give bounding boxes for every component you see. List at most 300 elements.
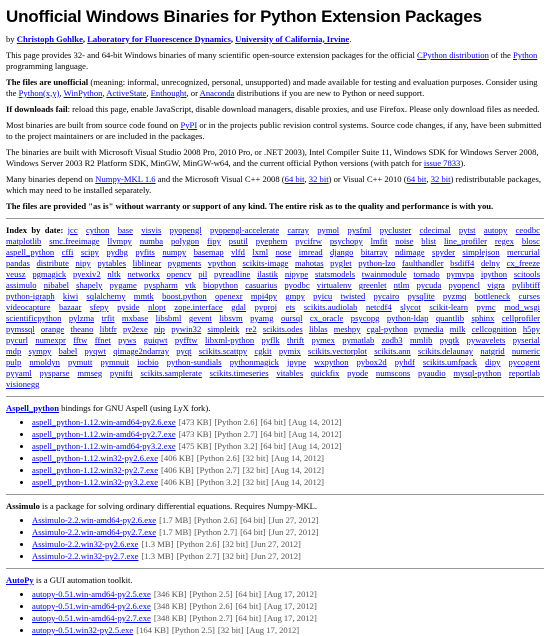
index-link-nibabel[interactable]: nibabel: [43, 279, 70, 290]
download-link[interactable]: Assimulo-2.2.win-amd64-py2.6.exe: [32, 514, 157, 525]
index-link-casuarius[interactable]: casuarius: [245, 279, 278, 290]
index-link-scikits-timeseries[interactable]: scikits.timeseries: [209, 367, 269, 378]
release-date: [Aug 17, 2012]: [264, 600, 317, 611]
index-link-lxml[interactable]: lxml: [252, 246, 269, 257]
org-link[interactable]: Laboratory for Fluorescence Dynamics: [87, 33, 231, 44]
index-link-cdecimal[interactable]: cdecimal: [419, 224, 451, 235]
release-date: [Aug 14, 2012]: [271, 464, 325, 475]
download-link[interactable]: autopy-0.51.win-amd64-py2.6.exe: [32, 600, 151, 611]
download-link[interactable]: Assimulo-2.2.win32-py2.7.exe: [32, 550, 139, 561]
package-name-link[interactable]: AutoPy: [6, 574, 34, 585]
index-link-pygame[interactable]: pygame: [109, 279, 137, 290]
index-link-scikits-audiolab[interactable]: scikits.audiolab: [303, 301, 358, 312]
index-link-cellprofiler[interactable]: cellprofiler: [501, 312, 541, 323]
index-link-pyfits[interactable]: pyfits: [135, 246, 155, 257]
index-link-twisted[interactable]: twisted: [340, 290, 366, 301]
file-meta: [138, 539, 300, 549]
index-link-cffi[interactable]: cffi: [61, 246, 74, 257]
index-link-scikits-scattpy[interactable]: scikits.scattpy: [198, 345, 248, 356]
index-link-boost-python[interactable]: boost.python: [162, 290, 207, 301]
index-link-psycopg[interactable]: psycopg: [350, 312, 380, 323]
file-size: [1.3 MB]: [141, 538, 174, 549]
index-link-pip[interactable]: pip: [154, 323, 165, 334]
index-link-spyder[interactable]: spyder: [432, 246, 455, 257]
index-link-libsvm[interactable]: libsvm: [219, 312, 243, 323]
index-link-pymol[interactable]: pymol: [317, 224, 340, 235]
file-size: [1.7 MB]: [159, 526, 192, 537]
index-link-scientificpython[interactable]: scientificpython: [6, 312, 62, 323]
download-link[interactable]: aspell_python-1.12.win32-py2.7.exe: [32, 464, 159, 475]
index-link-shapely[interactable]: shapely: [76, 279, 103, 290]
index-link-pyephem[interactable]: pyephem: [255, 235, 288, 246]
index-link-babel[interactable]: babel: [58, 345, 78, 356]
unofficial-paragraph: The files are unofficial (meaning: informal, unrecognized, personal, unsupported) and made available for testing and evaluation purposes. Consider using the Python(x,y), WinPython, ActiveState, Enthought, or Anaconda distributions if you are new to Python or need support.: [6, 76, 538, 98]
index-link-bitarray[interactable]: bitarray: [360, 246, 388, 257]
index-link-pycurl[interactable]: pycurl: [6, 334, 28, 345]
package-name-link[interactable]: Assimulo: [6, 500, 40, 511]
index-link-twainmodule[interactable]: twainmodule: [361, 268, 407, 279]
index-link-fipy[interactable]: fipy: [207, 235, 221, 246]
index-link-gmpy[interactable]: gmpy: [285, 290, 305, 301]
index-link-numba[interactable]: numba: [139, 235, 164, 246]
index-link-blist[interactable]: blist: [421, 235, 437, 246]
index-link-django[interactable]: django: [330, 246, 354, 257]
index-link-ipython[interactable]: ipython: [480, 268, 508, 279]
index-link-pycifrw[interactable]: pycifrw: [295, 235, 322, 246]
index-link-nmoldyn[interactable]: nmoldyn: [29, 356, 60, 367]
index-link-oursql[interactable]: oursql: [280, 312, 303, 323]
list-item: [32, 441, 544, 452]
index-link-scikits-odes[interactable]: scikits.odes: [262, 323, 303, 334]
index-link-gevent[interactable]: gevent: [188, 312, 212, 323]
index-link-python-igraph[interactable]: python-igraph: [6, 290, 55, 301]
list-item: [32, 551, 544, 562]
index-link-bazaar[interactable]: bazaar: [58, 301, 82, 312]
index-link-llvmpy[interactable]: llvmpy: [107, 235, 132, 246]
index-link-theano[interactable]: theano: [70, 323, 94, 334]
index-link-opencv[interactable]: opencv: [166, 268, 192, 279]
vc2008-32-link[interactable]: 32 bit: [308, 173, 329, 184]
index-link-re2[interactable]: re2: [245, 323, 257, 334]
index-link-visionegg[interactable]: visionegg: [6, 378, 40, 389]
index-link-regex[interactable]: regex: [494, 235, 514, 246]
index-link-pydbg[interactable]: pydbg: [106, 246, 128, 257]
file-meta: [151, 589, 317, 599]
index-link-nipy[interactable]: nipy: [75, 257, 91, 268]
index-link-basemap[interactable]: basemap: [193, 246, 224, 257]
index-link-pyserial[interactable]: pyserial: [512, 334, 540, 345]
index-link-fftw[interactable]: fftw: [73, 334, 88, 345]
index-link-mpi4py[interactable]: mpi4py: [250, 290, 278, 301]
bitness: [64 bit]: [235, 600, 262, 611]
pypi-link[interactable]: PyPI: [180, 119, 198, 130]
index-link-scikit-learn[interactable]: scikit-learn: [429, 301, 468, 312]
index-link-pycogent[interactable]: pycogent: [508, 356, 541, 367]
file-size: [473 KB]: [178, 416, 212, 427]
index-link-faulthandler[interactable]: faulthandler: [402, 257, 444, 268]
index-link-scipy[interactable]: scipy: [80, 246, 99, 257]
index-link-networkx[interactable]: networkx: [127, 268, 160, 279]
index-link-pygments[interactable]: pygments: [167, 257, 202, 268]
release-date: [Aug 17, 2012]: [246, 624, 300, 635]
file-meta: [151, 601, 317, 611]
index-link-pysparse[interactable]: pysparse: [39, 367, 70, 378]
index-link-pycairo[interactable]: pycairo: [373, 290, 400, 301]
python-version: [Python 2.6]: [194, 514, 238, 525]
index-link-libtfr[interactable]: libtfr: [99, 323, 117, 334]
index-link-delny[interactable]: delny: [480, 257, 501, 268]
index-link-openexr[interactable]: openexr: [214, 290, 243, 301]
file-size: [473 KB]: [178, 428, 212, 439]
index-link-pylibtiff[interactable]: pylibtiff: [512, 279, 541, 290]
index-link-statsmodels[interactable]: statsmodels: [314, 268, 356, 279]
index-link-scitools[interactable]: scitools: [513, 268, 541, 279]
index-link-pysfml[interactable]: pysfml: [347, 224, 372, 235]
index-link-smc-freeimage[interactable]: smc.freeimage: [49, 235, 100, 246]
index-link-pyqt[interactable]: pyqt: [176, 345, 192, 356]
index-link-vlfd[interactable]: vlfd: [231, 246, 245, 257]
index-link-pymutt[interactable]: pymutt: [68, 356, 93, 367]
file-meta: [176, 429, 342, 439]
index-link-numscons[interactable]: numscons: [375, 367, 411, 378]
index-link-pymex[interactable]: pymex: [311, 334, 335, 345]
package-heading: [6, 575, 544, 586]
list-item: [32, 417, 544, 428]
index-link-pyamg[interactable]: pyamg: [250, 312, 274, 323]
index-link-noise[interactable]: noise: [395, 235, 414, 246]
python-version: [Python 2.6]: [214, 416, 258, 427]
index-link-pgmagick[interactable]: pgmagick: [32, 268, 67, 279]
index-link-polygon[interactable]: polygon: [170, 235, 200, 246]
release-date: [Aug 14, 2012]: [288, 440, 342, 451]
index-link-sympy[interactable]: sympy: [28, 345, 52, 356]
index-link-assimulo[interactable]: assimulo: [6, 279, 37, 290]
index-link-orange[interactable]: orange: [40, 323, 65, 334]
index-link-h5py[interactable]: h5py: [522, 323, 540, 334]
index-link-sfepy[interactable]: sfepy: [89, 301, 109, 312]
package-sections: [6, 403, 544, 636]
index-link-pyspharm[interactable]: pyspharm: [143, 279, 178, 290]
univ-link[interactable]: University of California, Irvine: [235, 33, 350, 44]
index-link-pulp[interactable]: pulp: [6, 356, 22, 367]
index-link-pyopengl[interactable]: pyopengl: [169, 224, 202, 235]
download-link[interactable]: Assimulo-2.2.win32-py2.6.exe: [32, 538, 139, 549]
index-link-bottleneck[interactable]: bottleneck: [474, 290, 511, 301]
list-item: [32, 589, 544, 600]
index-link-aspell-python[interactable]: aspell_python: [6, 246, 55, 257]
activestate-link[interactable]: ActiveState: [106, 87, 147, 98]
index-link-pycuda[interactable]: pycuda: [416, 279, 442, 290]
file-size: [406 KB]: [161, 452, 194, 463]
index-link-base[interactable]: base: [117, 224, 133, 235]
python-version: [Python 2.6]: [176, 538, 220, 549]
index-link-pyyaml[interactable]: pyyaml: [6, 367, 32, 378]
index-link-pyfftw[interactable]: pyfftw: [174, 334, 198, 345]
download-link[interactable]: aspell_python-1.12.win-amd64-py2.7.exe: [32, 428, 176, 439]
index-link-iocbio[interactable]: iocbio: [137, 356, 159, 367]
index-link-psychopy[interactable]: psychopy: [329, 235, 363, 246]
index-link-pywin32[interactable]: pywin32: [171, 323, 202, 334]
index-link-curses[interactable]: curses: [518, 290, 541, 301]
index-link-nltk[interactable]: nltk: [107, 268, 121, 279]
index-link-mysql-python[interactable]: mysql-python: [453, 367, 502, 378]
file-size: [1.3 MB]: [141, 550, 174, 561]
list-item: [32, 527, 544, 538]
index-link-py2exe[interactable]: py2exe: [122, 323, 148, 334]
index-link-quantlib[interactable]: quantlib: [435, 312, 465, 323]
index-link-nipype[interactable]: nipype: [284, 268, 309, 279]
issue-link[interactable]: issue 7833: [423, 157, 461, 168]
index-link-pyproj[interactable]: pyproj: [254, 301, 278, 312]
package-description: is a GUI automation toolkit.: [33, 574, 133, 585]
index-link-quickfix[interactable]: quickfix: [310, 367, 340, 378]
index-link-cgkit[interactable]: cgkit: [254, 345, 272, 356]
index-link-vpython[interactable]: vpython: [207, 257, 236, 268]
package-name-link[interactable]: Aspell_python: [6, 402, 60, 413]
index-link-pymedia[interactable]: pymedia: [413, 323, 444, 334]
index-link-pywavelets[interactable]: pywavelets: [466, 334, 506, 345]
byline: by Christoph Gohlke, Laboratory for Fluorescence Dynamics, University of California, Irvine.: [6, 33, 352, 44]
index-link-autopy[interactable]: autopy: [483, 224, 508, 235]
index-link-pyaudio[interactable]: pyaudio: [418, 367, 446, 378]
index-link-videocapture[interactable]: videocapture: [6, 301, 51, 312]
index-link-mahotas[interactable]: mahotas: [294, 257, 324, 268]
download-link[interactable]: Assimulo-2.2.win-amd64-py2.7.exe: [32, 526, 157, 537]
index-link-milk[interactable]: milk: [449, 323, 466, 334]
index-link-ets[interactable]: ets: [285, 301, 296, 312]
index-link-python-lzo[interactable]: python-lzo: [358, 257, 396, 268]
index-link-qimage2ndarray[interactable]: qimage2ndarray: [113, 345, 170, 356]
index-link-pyside[interactable]: pyside: [117, 301, 140, 312]
bitness: [32 bit]: [222, 538, 248, 549]
index-link-pyflk[interactable]: pyflk: [261, 334, 280, 345]
file-size: [348 KB]: [153, 600, 187, 611]
index-link-pyopengl-accelerate[interactable]: pyopengl-accelerate: [209, 224, 280, 235]
download-link[interactable]: aspell_python-1.12.win32-py2.6.exe: [32, 452, 159, 463]
index-link-carray[interactable]: carray: [287, 224, 309, 235]
download-link[interactable]: autopy-0.51.win-amd64-py2.5.exe: [32, 588, 151, 599]
index-link-pymvpa[interactable]: pymvpa: [446, 268, 475, 279]
index-link-pyicu[interactable]: pyicu: [313, 290, 333, 301]
list-item: [32, 465, 544, 476]
index-link-jpype[interactable]: jpype: [286, 356, 307, 367]
index-link-mxbase[interactable]: mxbase: [121, 312, 149, 323]
index-link-biopython[interactable]: biopython: [203, 279, 239, 290]
index-link-pyqwt[interactable]: pyqwt: [84, 345, 106, 356]
index-link-nlopt[interactable]: nlopt: [148, 301, 166, 312]
index-link-mod-wsgi[interactable]: mod_wsgi: [504, 301, 540, 312]
vc2008-64-link[interactable]: 64 bit: [284, 173, 305, 184]
index-link-python-sundials[interactable]: python-sundials: [166, 356, 222, 367]
index-link-pymnuit[interactable]: pymnuit: [100, 356, 130, 367]
index-link-numpy[interactable]: numpy: [162, 246, 187, 257]
index-link-guiqwt[interactable]: guiqwt: [143, 334, 168, 345]
bitness: [32 bit]: [242, 464, 269, 475]
index-link-wxpython[interactable]: wxpython: [314, 356, 349, 367]
index-link-line-profiler[interactable]: line_profiler: [444, 235, 487, 246]
file-meta: [151, 613, 317, 623]
index-link-scikits-vectorplot[interactable]: scikits.vectorplot: [308, 345, 367, 356]
index-link-vitables[interactable]: vitables: [276, 367, 304, 378]
index-link-scikits-samplerate[interactable]: scikits.samplerate: [140, 367, 202, 378]
index-link-mmtk[interactable]: mmtk: [133, 290, 154, 301]
index-link-imread[interactable]: imread: [298, 246, 323, 257]
pythonxy-link[interactable]: Python(x,y): [18, 87, 60, 98]
index-link-pyqtk[interactable]: pyqtk: [439, 334, 460, 345]
bitness: [32 bit]: [242, 476, 269, 487]
index-link-pynifti[interactable]: pynifti: [109, 367, 133, 378]
index-link-pyode[interactable]: pyode: [347, 367, 369, 378]
index-link-pycluster[interactable]: pycluster: [379, 224, 412, 235]
cpython-link[interactable]: CPython distribution: [417, 49, 489, 60]
index-link-mercurial[interactable]: mercurial: [507, 246, 540, 257]
numpy-mkl-link[interactable]: Numpy-MKL 1.6: [95, 173, 156, 184]
index-link-ffnet[interactable]: ffnet: [94, 334, 111, 345]
index-link-simpleitk[interactable]: simpleitk: [207, 323, 240, 334]
index-link-sphinx[interactable]: sphinx: [471, 312, 495, 323]
index-link-reportlab[interactable]: reportlab: [508, 367, 540, 378]
index-link-numeric[interactable]: numeric: [511, 345, 541, 356]
index-link-matplotlib[interactable]: matplotlib: [6, 235, 42, 246]
download-link[interactable]: aspell_python-1.12.win-amd64-py3.2.exe: [32, 440, 176, 451]
index-link-vtk[interactable]: vtk: [185, 279, 197, 290]
download-link[interactable]: aspell_python-1.12.win32-py3.2.exe: [32, 476, 159, 487]
download-link[interactable]: autopy-0.51.win-amd64-py2.7.exe: [32, 612, 151, 623]
index-link-zope-interface[interactable]: zope.interface: [174, 301, 223, 312]
index-link-liblas[interactable]: liblas: [308, 323, 328, 334]
index-link-ndimage[interactable]: ndimage: [395, 246, 425, 257]
index-link-scikits-delaunay[interactable]: scikits.delaunay: [417, 345, 474, 356]
index-link-netcdf4[interactable]: netcdf4: [365, 301, 392, 312]
index-link-kiwi[interactable]: kiwi: [62, 290, 79, 301]
index-link-bsdiff4[interactable]: bsdiff4: [450, 257, 475, 268]
winpython-link[interactable]: WinPython: [63, 87, 103, 98]
index-link-mmlib[interactable]: mmlib: [409, 334, 433, 345]
index-link-libsbml[interactable]: libsbml: [155, 312, 182, 323]
index-link-numexpr[interactable]: numexpr: [35, 334, 66, 345]
author-link[interactable]: Christoph Gohlke: [16, 33, 83, 44]
index-link-pymc[interactable]: pymc: [476, 301, 496, 312]
file-meta: [176, 417, 342, 427]
index-link-nose[interactable]: nose: [275, 246, 292, 257]
index-link-python-ldap[interactable]: python-ldap: [386, 312, 429, 323]
index-link-psutil[interactable]: psutil: [228, 235, 248, 246]
index-link-distribute[interactable]: distribute: [36, 257, 69, 268]
index-link-vigra[interactable]: vigra: [487, 279, 505, 290]
index-link-tornado[interactable]: tornado: [413, 268, 440, 279]
index-link-thrift[interactable]: thrift: [287, 334, 305, 345]
python-link[interactable]: Python: [513, 49, 538, 60]
index-link-mmseg[interactable]: mmseg: [77, 367, 103, 378]
index-link-simplejson[interactable]: simplejson: [462, 246, 500, 257]
vc2010-32-link[interactable]: 32 bit: [430, 173, 451, 184]
index-link-scikits-ann[interactable]: scikits.ann: [374, 345, 411, 356]
python-version: [Python 2.7]: [214, 428, 258, 439]
index-link-zodb3[interactable]: zodb3: [381, 334, 403, 345]
index-link-pymix[interactable]: pymix: [278, 345, 301, 356]
index-link-veusz[interactable]: veusz: [6, 268, 26, 279]
index-link-pytables[interactable]: pytables: [97, 257, 126, 268]
index-link-ceodbc[interactable]: ceodbc: [515, 224, 540, 235]
download-link[interactable]: aspell_python-1.12.win-amd64-py2.6.exe: [32, 416, 176, 427]
index-link-pybox2d[interactable]: pybox2d: [356, 356, 387, 367]
index-link-trfit[interactable]: trfit: [101, 312, 115, 323]
file-size: [1.7 MB]: [159, 514, 192, 525]
index-link-pylzma[interactable]: pylzma: [68, 312, 95, 323]
anaconda-link[interactable]: Anaconda: [199, 87, 235, 98]
release-date: [Jun 27, 2012]: [250, 550, 301, 561]
index-link-cython[interactable]: cython: [85, 224, 110, 235]
vc2010-64-link[interactable]: 64 bit: [406, 173, 427, 184]
index-link-pythonmagick[interactable]: pythonmagick: [229, 356, 279, 367]
file-meta: [156, 527, 318, 537]
index-link-cellcognition[interactable]: cellcognition: [471, 323, 517, 334]
index-links: [6, 225, 544, 389]
index-link-pyzmq[interactable]: pyzmq: [442, 290, 467, 301]
index-link-scikits-umfpack[interactable]: scikits.umfpack: [422, 356, 478, 367]
file-meta: [138, 551, 300, 561]
index-link-gdal[interactable]: gdal: [231, 301, 247, 312]
index-link-virtualenv[interactable]: virtualenv: [316, 279, 352, 290]
index-link-slycot[interactable]: slycot: [400, 301, 421, 312]
index-link-mdp[interactable]: mdp: [6, 345, 22, 356]
index-link-pyhdf[interactable]: pyhdf: [394, 356, 415, 367]
index-link-blosc[interactable]: blosc: [521, 235, 540, 246]
index-link-pysqlite[interactable]: pysqlite: [407, 290, 435, 301]
index-link-dipy[interactable]: dipy: [485, 356, 501, 367]
index-link-jcc[interactable]: jcc: [67, 224, 78, 235]
index-link-pytst[interactable]: pytst: [458, 224, 476, 235]
index-link-pyreadline[interactable]: pyreadline: [214, 268, 251, 279]
python-version: [Python 2.7]: [196, 464, 240, 475]
index-link-lmfit[interactable]: lmfit: [370, 235, 388, 246]
download-link[interactable]: autopy-0.51.win32-py2.5.exe: [32, 624, 134, 635]
release-date: [Aug 14, 2012]: [271, 476, 325, 487]
index-link-pyws[interactable]: pyws: [118, 334, 137, 345]
downloads-fail-paragraph: If downloads fail: reload this page, enable JavaScript, disable download managers, disable proxies, and use Firefox. Please only download files as needed.: [6, 103, 540, 114]
python-version: [Python 2.5]: [189, 588, 233, 599]
index-link-visvis[interactable]: visvis: [141, 224, 162, 235]
release-date: [Aug 17, 2012]: [264, 612, 317, 623]
index-link-natgrid[interactable]: natgrid: [480, 345, 505, 356]
python-version: [Python 3.2]: [214, 440, 258, 451]
index-by-date: Index by date: jcc cython base visvis pyopengl pyopengl-accelerate carray pymol pysfml pycluster cdecimal pytst autopy ceodbc matplotlib smc.freeimage llvmpy numba polygon fipy psutil pyephem pycifrw psychopy lmfit noise blist line_profiler regex blosc aspell_python cffi scipy pydbg pyfits numpy basemap vlfd lxml nose imread django bitarray ndimage spyder simplejson mercurial pandas distribute nipy pytables liblinear pygments vpython scikits-image mahotas pyglet python-lzo faulthandler bsdiff4 delny cx_freeze veusz pgmagick pyexiv2 nltk networkx opencv pil pyreadline ilastik nipype statsmodels twainmodule tornado pymvpa ipython scitools assimulo nibabel shapely pygame pyspharm vtk biopython casuarius pyodbc virtualenv greenlet ntlm pycuda pyopencl vigra pylibtiff python-igraph kiwi sqlalchemy mmtk boost.python openexr mpi4py gmpy pyicu twisted pycairo pysqlite pyzmq bottleneck curses videocapture bazaar sfepy pyside nlopt zope.interface gdal pyproj ets scikits.audiolab netcdf4 slycot scikit-learn pymc mod_wsgi scientificpython pylzma trfit mxbase libsbml gevent libsvm pyamg oursql cx_oracle psycopg python-ldap quantlib sphinx cellprofiler pymssql orange theano libtfr py2exe pip pywin32 simpleitk re2 scikits.odes liblas meshpy cgal-python pymedia milk cellcognition h5py pycurl numexpr fftw ffnet pyws guiqwt pyfftw libxml-python pyflk thrift pymex pymatlab zodb3 mmlib pyqtk pywavelets pyserial mdp sympy babel pyqwt qimage2ndarray pyqt scikits.scattpy cgkit pymix scikits.vectorplot scikits.ann scikits.delaunay natgrid numeric pulp nmoldyn pymutt pymnuit iocbio python-sundials pythonmagick jpype wxpython pybox2d pyhdf scikits.umfpack dipy pycogent pyyaml pysparse mmseg pynifti scikits.samplerate scikits.timeseries vitables quickfix pyode numscons pyaudio mysql-python reportlab visionegg: [6, 225, 544, 390]
index-link-ntlm[interactable]: ntlm: [393, 279, 410, 290]
index-link-pyglet[interactable]: pyglet: [330, 257, 352, 268]
index-link-cx-oracle[interactable]: cx_oracle: [309, 312, 344, 323]
enthought-link[interactable]: Enthought: [150, 87, 187, 98]
index-link-pyexiv2[interactable]: pyexiv2: [72, 268, 101, 279]
index-link-pil[interactable]: pil: [198, 268, 208, 279]
index-link-sqlalchemy[interactable]: sqlalchemy: [86, 290, 126, 301]
index-link-liblinear[interactable]: liblinear: [132, 257, 162, 268]
index-link-pandas[interactable]: pandas: [6, 257, 30, 268]
index-link-libxml-python[interactable]: libxml-python: [204, 334, 255, 345]
index-link-scikits-image[interactable]: scikits-image: [242, 257, 289, 268]
index-link-pymssql[interactable]: pymssql: [6, 323, 35, 334]
index-link-cgal-python[interactable]: cgal-python: [366, 323, 408, 334]
bitness: [64 bit]: [240, 526, 266, 537]
file-size: [346 KB]: [153, 588, 187, 599]
index-link-pyopencl[interactable]: pyopencl: [448, 279, 481, 290]
index-link-cx-freeze[interactable]: cx_freeze: [506, 257, 540, 268]
index-link-greenlet[interactable]: greenlet: [358, 279, 387, 290]
index-link-pyodbc[interactable]: pyodbc: [284, 279, 310, 290]
file-size: [348 KB]: [153, 612, 187, 623]
index-link-pymatlab[interactable]: pymatlab: [342, 334, 375, 345]
index-link-meshpy[interactable]: meshpy: [333, 323, 361, 334]
index-link-ilastik[interactable]: ilastik: [257, 268, 279, 279]
